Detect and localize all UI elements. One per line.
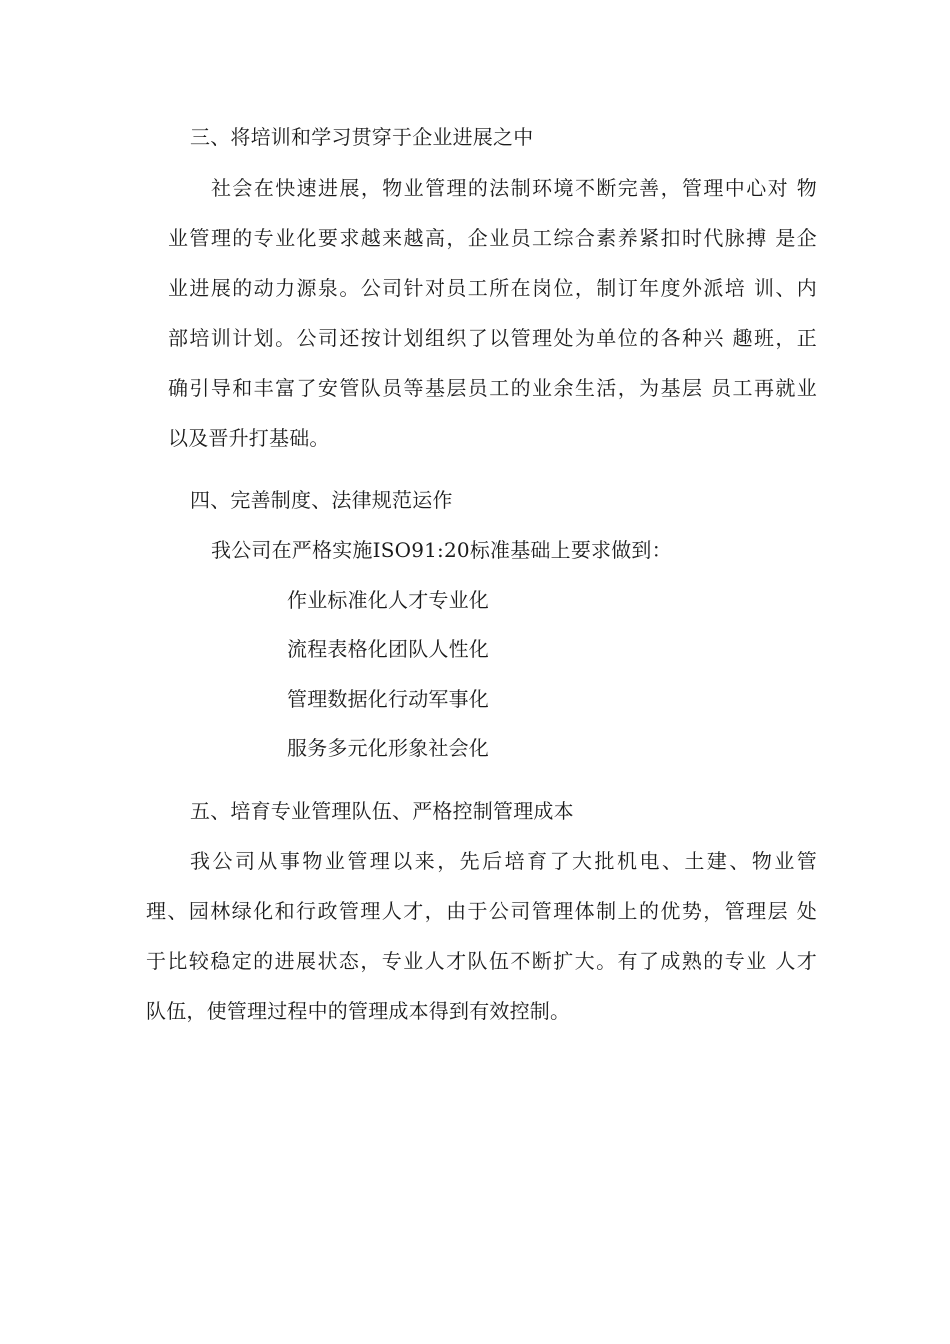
paragraph-line: 我公司在严格实施ISO91:20标准基础上要求做到： bbox=[211, 538, 672, 562]
paragraph-line: 队伍，使管理过程中的管理成本得到有效控制。 bbox=[146, 999, 571, 1023]
paragraph-line: 于比较稳定的进展状态，专业人才队伍不断扩大。有了成熟的专业 人才 bbox=[146, 949, 817, 973]
paragraph-line: 以及晋升打基础。 bbox=[168, 426, 330, 450]
paragraph-line: 理、园林绿化和行政管理人才，由于公司管理体制上的优势，管理层 处 bbox=[146, 899, 817, 923]
list-item: 流程表格化团队人性化 bbox=[287, 637, 489, 661]
paragraph-line: 业进展的动力源泉。公司针对员工所在岗位，制订年度外派培 训、内 bbox=[168, 276, 817, 300]
paragraph-line: 社会在快速进展，物业管理的法制环境不断完善，管理中心对 物 bbox=[211, 176, 817, 200]
list-item: 作业标准化人才专业化 bbox=[287, 588, 489, 612]
section-heading: 三、将培训和学习贯穿于企业进展之中 bbox=[190, 125, 534, 149]
paragraph-line: 业管理的专业化要求越来越高，企业员工综合素养紧扣时代脉搏 是企 bbox=[168, 226, 817, 250]
paragraph-line: 部培训计划。公司还按计划组织了以管理处为单位的各种兴 趣班，正 bbox=[168, 326, 817, 350]
list-item: 管理数据化行动军事化 bbox=[287, 687, 489, 711]
list-item: 服务多元化形象社会化 bbox=[287, 736, 489, 760]
section-heading: 五、培育专业管理队伍、严格控制管理成本 bbox=[190, 799, 574, 823]
section-heading: 四、完善制度、法律规范运作 bbox=[190, 488, 453, 512]
paragraph-line: 我公司从事物业管理以来，先后培育了大批机电、土建、物业管 bbox=[190, 849, 817, 873]
paragraph-line: 确引导和丰富了安管队员等基层员工的业余生活，为基层 员工再就业 bbox=[168, 376, 817, 400]
